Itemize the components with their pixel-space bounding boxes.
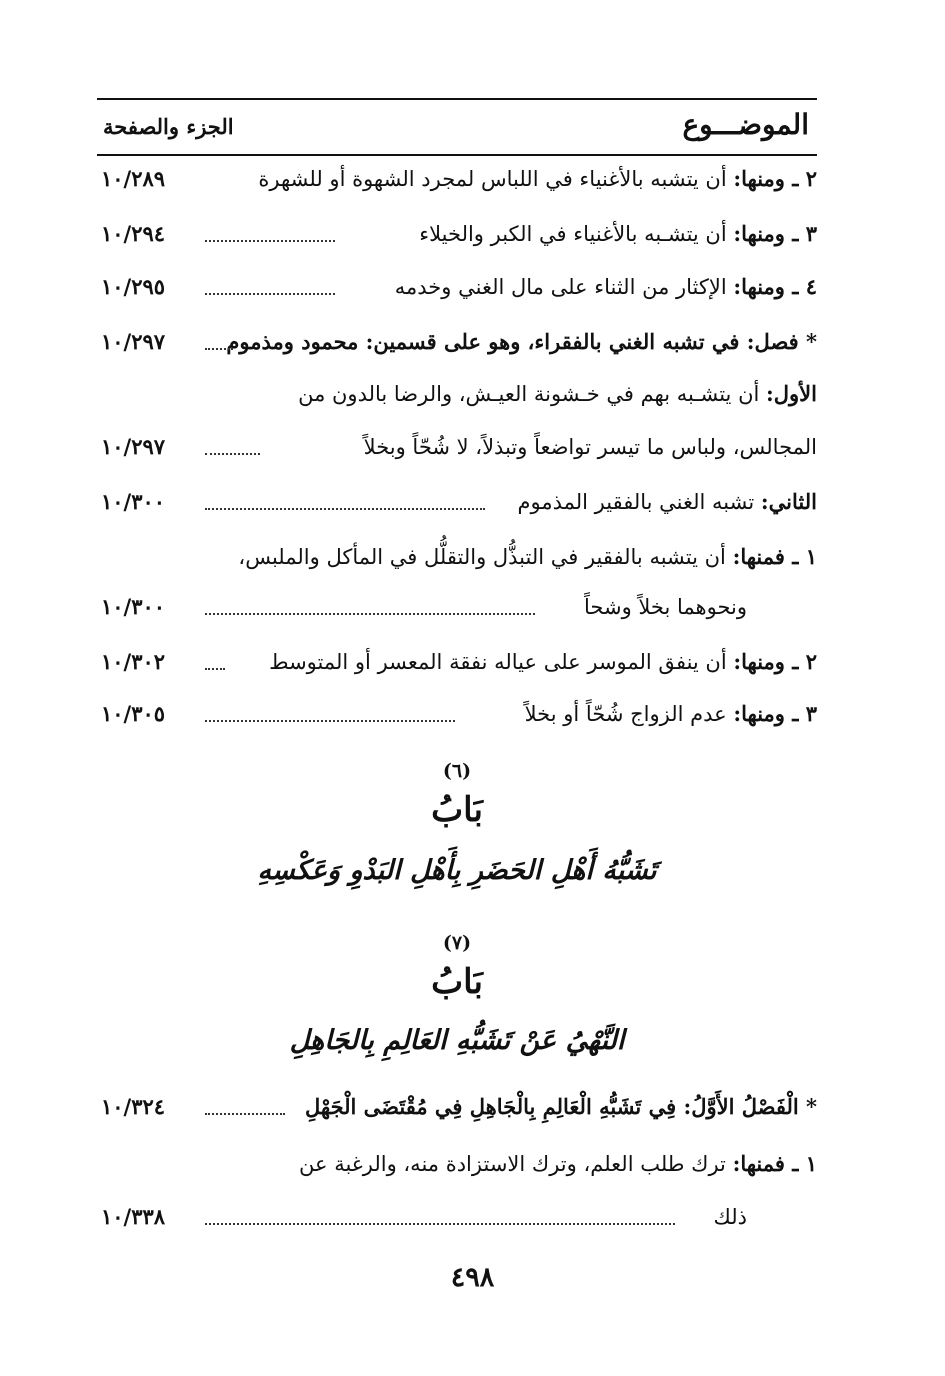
entry-ref: ١٠/٢٩٥ [101, 274, 166, 299]
entry-text: الإكثار من الثناء على مال الغني وخدمه [394, 275, 727, 299]
entry-text: فِي تَشَبُّهِ الْعَالِمِ بِالْجَاهِلِ فِي مُقْتَضَى الْجَهْلِ [305, 1094, 677, 1119]
table-header [97, 98, 817, 156]
entry-lead: * الْفَصْلُ الأَوَّلُ: [683, 1094, 817, 1119]
entry-text-wrap [714, 1205, 747, 1229]
entry-text: أن ينفق الموسر على عياله نفقة المعسر أو المتوسط [269, 650, 727, 674]
entry-lead: الثاني: [760, 489, 817, 514]
entry-lead: ٣ ـ ومنها: [733, 221, 817, 246]
index-entry [97, 1195, 817, 1235]
entry-ref: ١٠/٣٢٤ [101, 1094, 166, 1119]
entry-ref: ١٠/٢٩٧ [101, 329, 166, 354]
index-entry [97, 1142, 817, 1182]
index-entry [97, 585, 817, 625]
entry-text-wrap [226, 329, 817, 354]
dot-leader [205, 1113, 285, 1115]
chapter-label: بَابُ [431, 962, 483, 1002]
index-entry [97, 640, 817, 680]
entry-text: ونحوهما بخلاً وشحاً [584, 595, 747, 619]
index-entry [97, 480, 817, 520]
entry-text: في تشبه الغني بالفقراء، وهو على قسمين: محمود ومذموم [226, 329, 740, 354]
entry-ref: ١٠/٢٩٤ [101, 221, 166, 246]
entry-lead: ١ ـ فمنها: [732, 1151, 817, 1176]
entry-text: عدم الزواج شُحّاً أو بخلاً [524, 702, 727, 726]
index-entry [97, 320, 817, 360]
entry-text-wrap [299, 1151, 817, 1176]
chapter-title: تَشَبُّهُ أَهْلِ الحَضَرِ بِأَهْلِ البَدْوِ وَعَكْسِهِ [257, 855, 657, 886]
entry-text: أن يتشبه بالأغنياء في اللباس لمجرد الشهوة أو للشهرة [258, 167, 727, 191]
entry-text: أن يتشـبه بهم في خـشونة العيـش، والرضا بالدون من [298, 382, 760, 406]
entry-ref: ١٠/٣٠٥ [101, 701, 166, 726]
entry-lead: ٢ ـ ومنها: [733, 166, 817, 191]
index-page [97, 0, 817, 1376]
index-entry [97, 692, 817, 732]
dot-leader [205, 453, 260, 455]
entry-ref: ١٠/٣٠٢ [101, 649, 166, 674]
entry-text-wrap [258, 166, 817, 191]
entry-text-wrap [364, 435, 817, 459]
dot-leader [205, 293, 335, 295]
entry-text: تشبه الغني بالفقير المذموم [517, 490, 755, 514]
entry-text-wrap [419, 221, 817, 246]
entry-text-wrap [269, 649, 817, 674]
entry-text-wrap [584, 595, 747, 619]
dot-leader [205, 720, 455, 722]
entry-lead: ٢ ـ ومنها: [733, 649, 817, 674]
entry-ref: ١٠/٣٣٨ [101, 1204, 166, 1229]
entry-text-wrap [395, 274, 817, 299]
index-entry [97, 372, 817, 412]
chapter-title: النَّهْيُ عَنْ تَشَبُّهِ العَالِمِ بِالجَاهِلِ [289, 1025, 625, 1056]
index-entry [97, 535, 817, 575]
index-entry [97, 425, 817, 465]
entry-lead: * فصل: [746, 329, 817, 354]
dot-leader [205, 240, 335, 242]
entry-text-wrap [518, 489, 817, 514]
entry-text: ترك طلب العلم، وترك الاستزادة منه، والرغبة عن [299, 1152, 726, 1176]
entry-text: ذلك [713, 1205, 747, 1229]
entry-ref: ١٠/٢٨٩ [101, 166, 166, 191]
dot-leader [205, 668, 225, 670]
dot-leader [205, 508, 485, 510]
entry-lead: ١ ـ فمنها: [732, 544, 817, 569]
chapter-number: (٧) [442, 932, 472, 954]
chapter-label: بَابُ [431, 790, 483, 830]
dot-leader [205, 348, 233, 350]
entry-text-wrap [305, 1094, 817, 1119]
entry-ref: ١٠/٢٩٧ [101, 434, 166, 459]
entry-text-wrap [298, 381, 817, 406]
entry-text: المجالس، ولباس ما تيسر تواضعاً وتبذلاً، لا شُحّاً وبخلاً [363, 435, 817, 459]
index-entry [97, 1085, 817, 1125]
header-topic: الموضـــوع [682, 108, 809, 141]
index-entry [97, 212, 817, 252]
index-entry [97, 265, 817, 305]
entry-text: أن يتشبه بالفقير في التبذُّل والتقلُّل في المأكل والملبس، [238, 545, 726, 569]
entry-lead: ٤ ـ ومنها: [733, 274, 817, 299]
entry-text-wrap [525, 701, 817, 726]
entry-text: أن يتشـبه بالأغنياء في الكبر والخيلاء [419, 222, 727, 246]
dot-leader [205, 1223, 675, 1225]
entry-text-wrap [238, 544, 817, 569]
entry-ref: ١٠/٣٠٠ [101, 489, 166, 514]
page-number: ٤٩٨ [450, 1262, 495, 1293]
entry-lead: الأول: [766, 381, 817, 406]
dot-leader [205, 613, 535, 615]
header-volume-page: الجزء والصفحة [103, 114, 234, 139]
entry-lead: ٣ ـ ومنها: [733, 701, 817, 726]
entry-ref: ١٠/٣٠٠ [101, 594, 166, 619]
chapter-number: (٦) [442, 760, 472, 782]
index-entry [97, 157, 817, 197]
